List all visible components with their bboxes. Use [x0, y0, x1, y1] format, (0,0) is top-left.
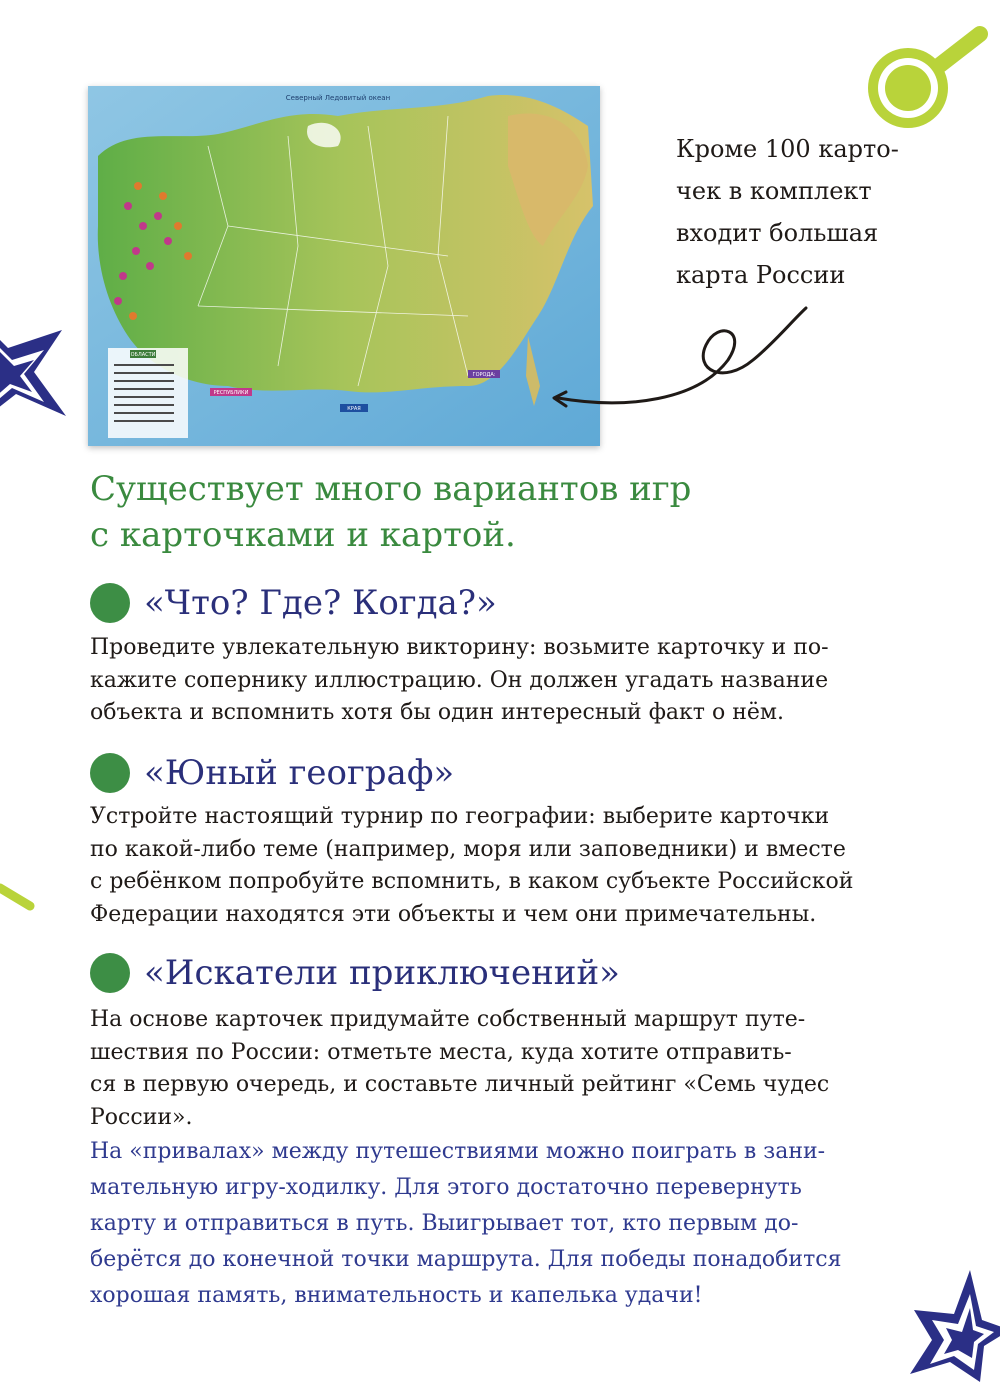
bullet-icon	[90, 753, 130, 793]
game-description	[90, 1004, 920, 1134]
note-line: мательную игру-ходилку. Для этого достаточно перевернуть	[90, 1175, 802, 1200]
star-icon	[910, 1270, 1000, 1382]
caption-line: входит большая	[676, 219, 879, 247]
map-legend-kraya: КРАЯ	[347, 406, 361, 412]
map-legend-oblasti: ОБЛАСТИ	[130, 352, 156, 358]
text-line: На основе карточек придумайте собственный маршрут путе-	[90, 1007, 806, 1032]
lime-accent-icon	[0, 878, 40, 918]
text-line: кажите сопернику иллюстрацию. Он должен угадать название	[90, 667, 829, 693]
magnifier-icon	[850, 20, 990, 130]
game-title-text: «Юный географ»	[144, 753, 455, 793]
note-line: На «привалах» между путешествиями можно поиграть в зани-	[90, 1139, 826, 1164]
intro-line: Существует много вариантов игр	[90, 469, 692, 509]
text-line: России».	[90, 1104, 193, 1130]
note-line: берётся до конечной точки маршрута. Для победы понадобится	[90, 1247, 842, 1272]
game-description	[90, 632, 920, 730]
map-caption	[676, 128, 976, 296]
text-line: Устройте настоящий турнир по географии: выберите карточки	[90, 804, 830, 829]
intro-heading	[90, 466, 950, 558]
text-line: Проведите увлекательную викторину: возьмите карточку и по-	[90, 635, 829, 660]
game-description	[90, 801, 920, 931]
text-line: Федерации находятся эти объекты и чем они примечательны.	[90, 901, 817, 927]
map-legend-goroda: ГОРОДА:	[472, 372, 496, 378]
text-line: шествия по России: отметьте места, куда хотите отправить-	[90, 1039, 792, 1065]
board-game-note	[90, 1134, 920, 1314]
map-ocean-label: Северный Ледовитый океан	[285, 94, 391, 102]
bullet-icon	[90, 583, 130, 623]
caption-line: карта России	[676, 261, 846, 289]
caption-line: чек в комплект	[676, 177, 872, 205]
note-line: хорошая память, внимательность и капелька удачи!	[90, 1283, 703, 1308]
arrow-icon	[548, 300, 818, 420]
russia-map-image	[88, 86, 600, 446]
text-line: с ребёнком попробуйте вспомнить, в каком субъекте Российской	[90, 869, 854, 894]
game-title-iskateli-priklyucheniy	[90, 948, 620, 998]
text-line: объекта и вспомнить хотя бы один интересный факт о нём.	[90, 700, 784, 725]
star-icon	[0, 290, 80, 430]
game-title-chto-gde-kogda	[90, 578, 497, 628]
text-line: ся в первую очередь, и составьте личный рейтинг «Семь чудес	[90, 1072, 830, 1097]
caption-line: Кроме 100 карто-	[676, 135, 899, 163]
map-legend-respubliki: РЕСПУБЛИКИ	[213, 390, 249, 396]
game-title-text: «Что? Где? Когда?»	[144, 583, 497, 623]
bullet-icon	[90, 953, 130, 993]
game-title-yunyi-geograf	[90, 748, 454, 798]
text-line: по какой-либо теме (например, моря или заповедники) и вместе	[90, 836, 846, 862]
note-line: карту и отправиться в путь. Выигрывает тот, кто первым до-	[90, 1211, 799, 1236]
intro-line: с карточками и картой.	[90, 515, 516, 555]
game-title-text: «Искатели приключений»	[144, 953, 620, 993]
